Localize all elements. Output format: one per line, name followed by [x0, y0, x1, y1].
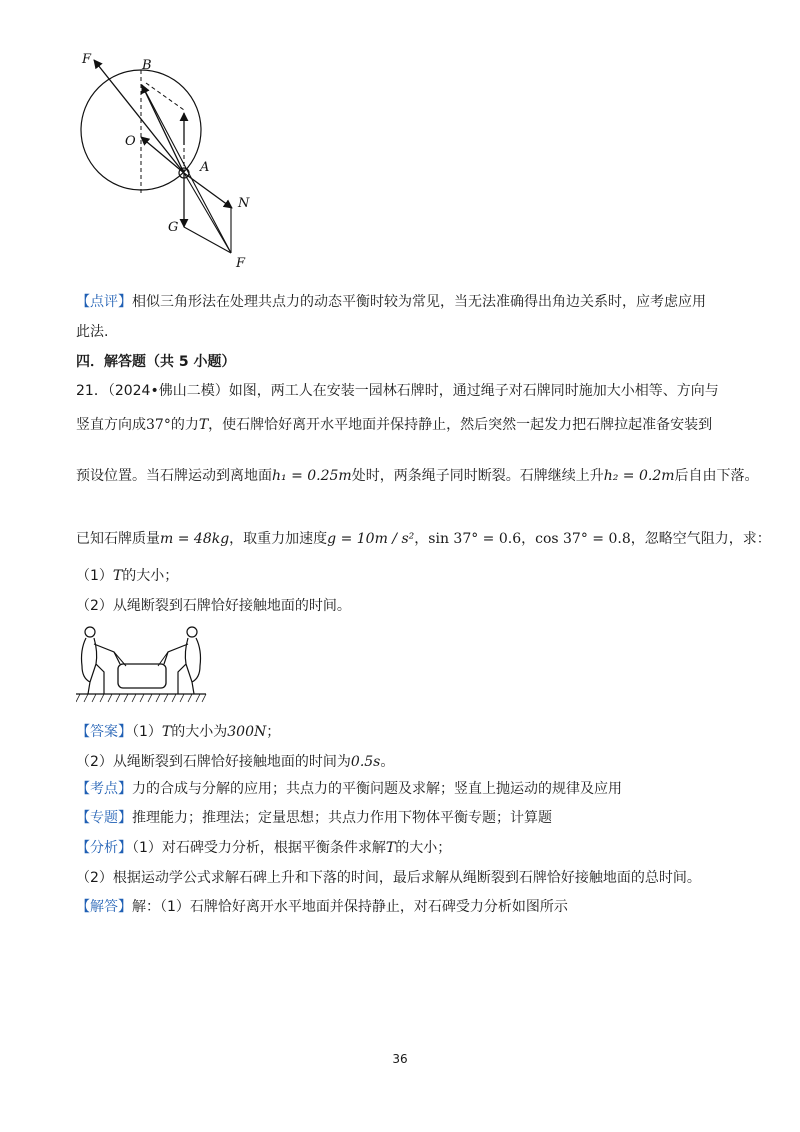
- gravity-value: g = 10m / s²: [327, 531, 415, 547]
- fenxi-line-1: [76, 838, 451, 858]
- question-1: [76, 566, 178, 586]
- label-G: G: [168, 220, 179, 235]
- answer-text: 的大小为: [171, 724, 228, 740]
- problem-text: 的大小；: [122, 568, 179, 584]
- fenxi-text: （1）对石碑受力分析，根据平衡条件求解: [132, 840, 386, 856]
- answer-text: ；: [266, 724, 281, 740]
- problem-text: 已知石牌质量: [76, 531, 160, 547]
- fenxi-text: 的大小；: [395, 840, 452, 856]
- problem-text: 后自由下落。: [674, 468, 759, 484]
- answer-tag: 【答案】: [76, 724, 132, 740]
- problem-text: 21．（2024•佛山二模）如图，两工人在安装一园林石牌时，通过绳子对石牌同时施加大小相等、方向与: [76, 383, 719, 399]
- fenxi-line-2: （2）根据运动学公式求解石碑上升和下落的时间，最后求解从绳断裂到石牌恰好接触地面的总时间。: [76, 870, 701, 886]
- problem-text: 处时，两条绳子同时断裂。石牌继续上升: [351, 468, 604, 484]
- problem-text: ，忽略空气阻力，求：: [630, 531, 771, 547]
- mass-value: m = 48kg: [160, 531, 230, 547]
- zhuanti-line: [76, 808, 552, 828]
- review-text-2: 此法.: [76, 324, 109, 340]
- label-A: A: [200, 160, 210, 175]
- jieda-text: 解：（1）石牌恰好离开水平地面并保持静止，对石碑受力分析如图所示: [132, 899, 568, 915]
- h2-value: h₂ = 0.2m: [603, 468, 675, 484]
- label-O: O: [125, 134, 136, 149]
- label-F-top: F: [82, 52, 92, 67]
- review-tag: 【点评】: [76, 294, 132, 310]
- label-B: B: [142, 58, 152, 73]
- force-diagram: [76, 45, 266, 270]
- answer-line-2: [76, 752, 394, 772]
- review-line-2: [76, 322, 108, 342]
- cos-value: cos 37° = 0.8: [535, 531, 631, 547]
- answer-text: 。: [380, 754, 395, 770]
- problem-text: （1）: [76, 568, 113, 584]
- problem-text: 竖直方向成: [76, 417, 146, 433]
- answer-value-1: 300N: [227, 724, 267, 740]
- problem-text: ，: [414, 531, 429, 547]
- sin-value: sin 37° = 0.6: [428, 531, 522, 547]
- problem-text: ，: [521, 531, 536, 547]
- section-title: 四．解答题（共 5 小题）: [76, 354, 236, 370]
- workers-lifting-figure: [76, 622, 208, 704]
- left-worker: [82, 627, 121, 694]
- answer-value-2: 0.5s: [350, 754, 381, 770]
- angle-value: 37°: [146, 417, 171, 433]
- var-T: T: [112, 568, 123, 584]
- problem-text: 预设位置。当石牌运动到离地面: [76, 468, 272, 484]
- label-F-bottom: F: [236, 256, 246, 270]
- kaodian-tag: 【考点】: [76, 781, 132, 797]
- fenxi-tag: 【分析】: [76, 840, 132, 856]
- kaodian-line: [76, 779, 622, 799]
- var-T: T: [385, 840, 396, 856]
- answer-text: （2）从绳断裂到石牌恰好接触地面的时间为: [76, 754, 351, 770]
- page-number: 36: [392, 1052, 408, 1066]
- review-text: 相似三角形法在处理共点力的动态平衡时较为常见，当无法准确得出角边关系时，应考虑应用: [132, 294, 706, 310]
- question-2: （2）从绳断裂到石牌恰好接触地面的时间。: [76, 598, 351, 614]
- force-F-arrow: [94, 60, 184, 173]
- kaodian-text: 力的合成与分解的应用；共点力的平衡问题及求解；竖直上抛运动的规律及应用: [132, 781, 622, 797]
- answer-text: （1）: [132, 724, 162, 740]
- problem-line-2: [76, 415, 712, 435]
- stone-block: [118, 664, 166, 688]
- problem-line-1: [76, 381, 719, 401]
- var-T: T: [198, 417, 209, 433]
- h1-value: h₁ = 0.25m: [272, 468, 352, 484]
- problem-text: ，使石牌恰好离开水平地面并保持静止，然后突然一起发力把石牌拉起准备安装到: [208, 417, 713, 433]
- jieda-line: [76, 897, 568, 917]
- var-T: T: [161, 724, 172, 740]
- problem-text: ，取重力加速度: [229, 531, 328, 547]
- right-worker: [164, 627, 201, 694]
- answer-line-1: [76, 722, 280, 742]
- jieda-tag: 【解答】: [76, 899, 132, 915]
- zhuanti-tag: 【专题】: [76, 810, 132, 826]
- problem-line-4: [76, 529, 771, 549]
- review-line-1: [76, 292, 706, 312]
- zhuanti-text: 推理能力；推理法；定量思想；共点力作用下物体平衡专题；计算题: [132, 810, 552, 826]
- force-AO-arrow: [141, 137, 184, 173]
- label-N: N: [238, 196, 250, 211]
- problem-text: 的力: [170, 417, 199, 433]
- problem-line-3: [76, 466, 759, 486]
